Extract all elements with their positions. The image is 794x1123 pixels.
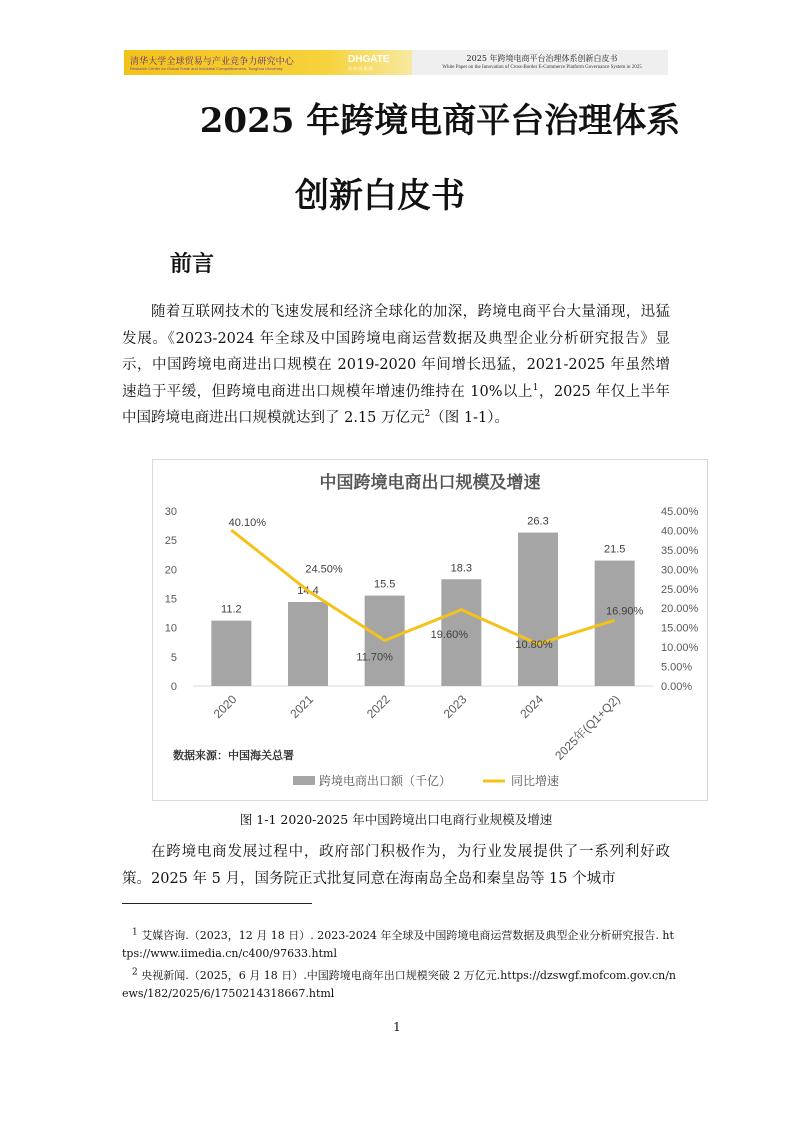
bar-2021 [288, 602, 328, 686]
tsinghua-logo-subtext: Research Center for Global Trade and Industrial Competitiveness, Tsinghua University [130, 66, 283, 71]
left-axis-tick-label: 10 [164, 622, 177, 635]
right-axis-tick-label: 0.00% [661, 681, 693, 693]
legend-bar-label: 跨境电商出口额（千亿） [319, 774, 452, 788]
chart-source-note: 数据来源：中国海关总署 [173, 749, 294, 762]
right-axis-tick-label: 45.00% [661, 506, 699, 518]
growth-rate-label: 40.10% [228, 517, 266, 530]
right-axis-tick-label: 30.00% [661, 564, 699, 577]
right-axis-tick-label: 20.00% [661, 603, 699, 616]
left-axis-tick-label: 0 [170, 681, 177, 693]
left-axis-tick-label: 15 [164, 593, 177, 606]
footnote-ref-2[interactable]: 2 [424, 409, 431, 420]
legend-line-label: 同比增速 [511, 774, 560, 788]
paragraph-intro-part2: ，2025 年仅上半年中国跨境电商进出口规模就达到了 2.15 万亿元 [122, 383, 670, 426]
right-axis-tick-label: 10.00% [661, 642, 699, 655]
right-axis-tick-label: 15.00% [661, 622, 699, 635]
document-title-line1: 2025 年跨境电商平台治理体系 [199, 101, 681, 141]
export-scale-chart [153, 460, 707, 800]
left-axis-tick-label: 20 [164, 564, 177, 577]
footnote-2-mark: 2 [132, 967, 138, 978]
page-number: 1 [393, 1020, 401, 1034]
footnote-2 [122, 967, 678, 1003]
paragraph-intro-part3: （图 1-1）。 [430, 410, 509, 426]
growth-rate-label: 16.90% [606, 605, 644, 618]
x-axis-category-label: 2024 [517, 692, 547, 722]
footnote-2-text[interactable]: 央视新闻.（2025，6 月 18 日）.中国跨境电商年出口规模突破 2 万亿元.https://dzswgf.mofcom.gov.cn/news/182/2025/6/1750214318667.html [122, 969, 676, 1000]
right-axis-tick-label: 25.00% [661, 583, 699, 596]
bar-value-label: 11.2 [221, 603, 242, 616]
right-axis-tick-label: 5.00% [661, 661, 693, 674]
bar-value-label: 14.4 [297, 585, 319, 597]
footnote-divider [122, 903, 312, 904]
x-axis-category-label: 2025年(Q1+Q2) [552, 692, 623, 763]
document-title-line2: 创新白皮书 [295, 176, 465, 216]
bar-value-label: 21.5 [603, 543, 626, 556]
right-axis-tick-label: 40.00% [661, 525, 699, 538]
dhgate-logo-subtext: 敦 煌 网 集 团 [348, 66, 373, 71]
left-axis-tick-label: 25 [164, 535, 177, 548]
x-axis-category-label: 2023 [440, 692, 470, 722]
running-header-subtitle: White Paper on the Innovation of Cross-Border E-Commerce Platform Governance System in 2025 [442, 65, 642, 70]
running-header-title: 2025 年跨境电商平台治理体系创新白皮书 [466, 54, 618, 63]
growth-rate-label: 11.70% [356, 651, 393, 664]
paragraph-intro-part1: 随着互联网技术的飞速发展和经济全球化的加深，跨境电商平台大量涌现，迅猛发展。《2023-2024 年全球及中国跨境电商运营数据及典型企业分析研究报告》显示，中国跨境电商进出口规模在 2019-2020 年间增长迅猛，2021-2025 年虽然增速趋于平缓，但跨境电商进出口规模年增速仍维持在 10%以上 [122, 304, 670, 400]
growth-rate-label: 24.50% [305, 563, 343, 576]
tsinghua-logo-text: 清华大学全球贸易与产业竞争力研究中心 [130, 57, 294, 67]
left-axis-tick-label: 5 [170, 651, 177, 664]
x-axis-category-label: 2020 [210, 692, 240, 722]
paragraph-policy: 在跨境电商发展过程中，政府部门积极作为，为行业发展提供了一系列利好政策。2025 年 5 月，国务院正式批复同意在海南岛全岛和秦皇岛等 15 个城市 [122, 844, 670, 887]
left-axis-tick-label: 30 [164, 506, 177, 518]
footnote-ref-1[interactable]: 1 [532, 382, 539, 393]
figure-caption: 图 1-1 2020-2025 年中国跨境出口电商行业规模及增速 [239, 812, 553, 827]
bar-2020 [211, 621, 251, 686]
footnote-1-text[interactable]: 艾媒咨询.（2023，12 月 18 日）. 2023-2024 年全球及中国跨境电商运营数据及典型企业分析研究报告. https://www.iimedia.cn/c400/97633.html [122, 929, 674, 960]
paragraph-intro [122, 299, 670, 432]
bar-value-label: 18.3 [450, 562, 473, 575]
chart-legend [293, 773, 559, 788]
footnote-1-mark: 1 [132, 927, 138, 938]
legend-bar-swatch [293, 776, 315, 785]
bar-value-label: 15.5 [373, 578, 396, 591]
dhgate-logo: DHGATE [348, 54, 390, 65]
growth-rate-label: 19.60% [430, 628, 468, 641]
right-axis-tick-label: 35.00% [661, 544, 699, 557]
chart-title: 中国跨境电商出口规模及增速 [319, 473, 541, 493]
footnote-1 [122, 927, 678, 963]
chart-frame [152, 459, 708, 801]
growth-rate-label: 10.80% [515, 639, 553, 651]
x-axis-category-label: 2022 [364, 692, 393, 722]
x-axis-category-label: 2021 [287, 692, 317, 722]
bar-2024 [518, 533, 558, 686]
section-heading-preface: 前言 [170, 251, 215, 277]
bar-value-label: 26.3 [527, 515, 549, 528]
